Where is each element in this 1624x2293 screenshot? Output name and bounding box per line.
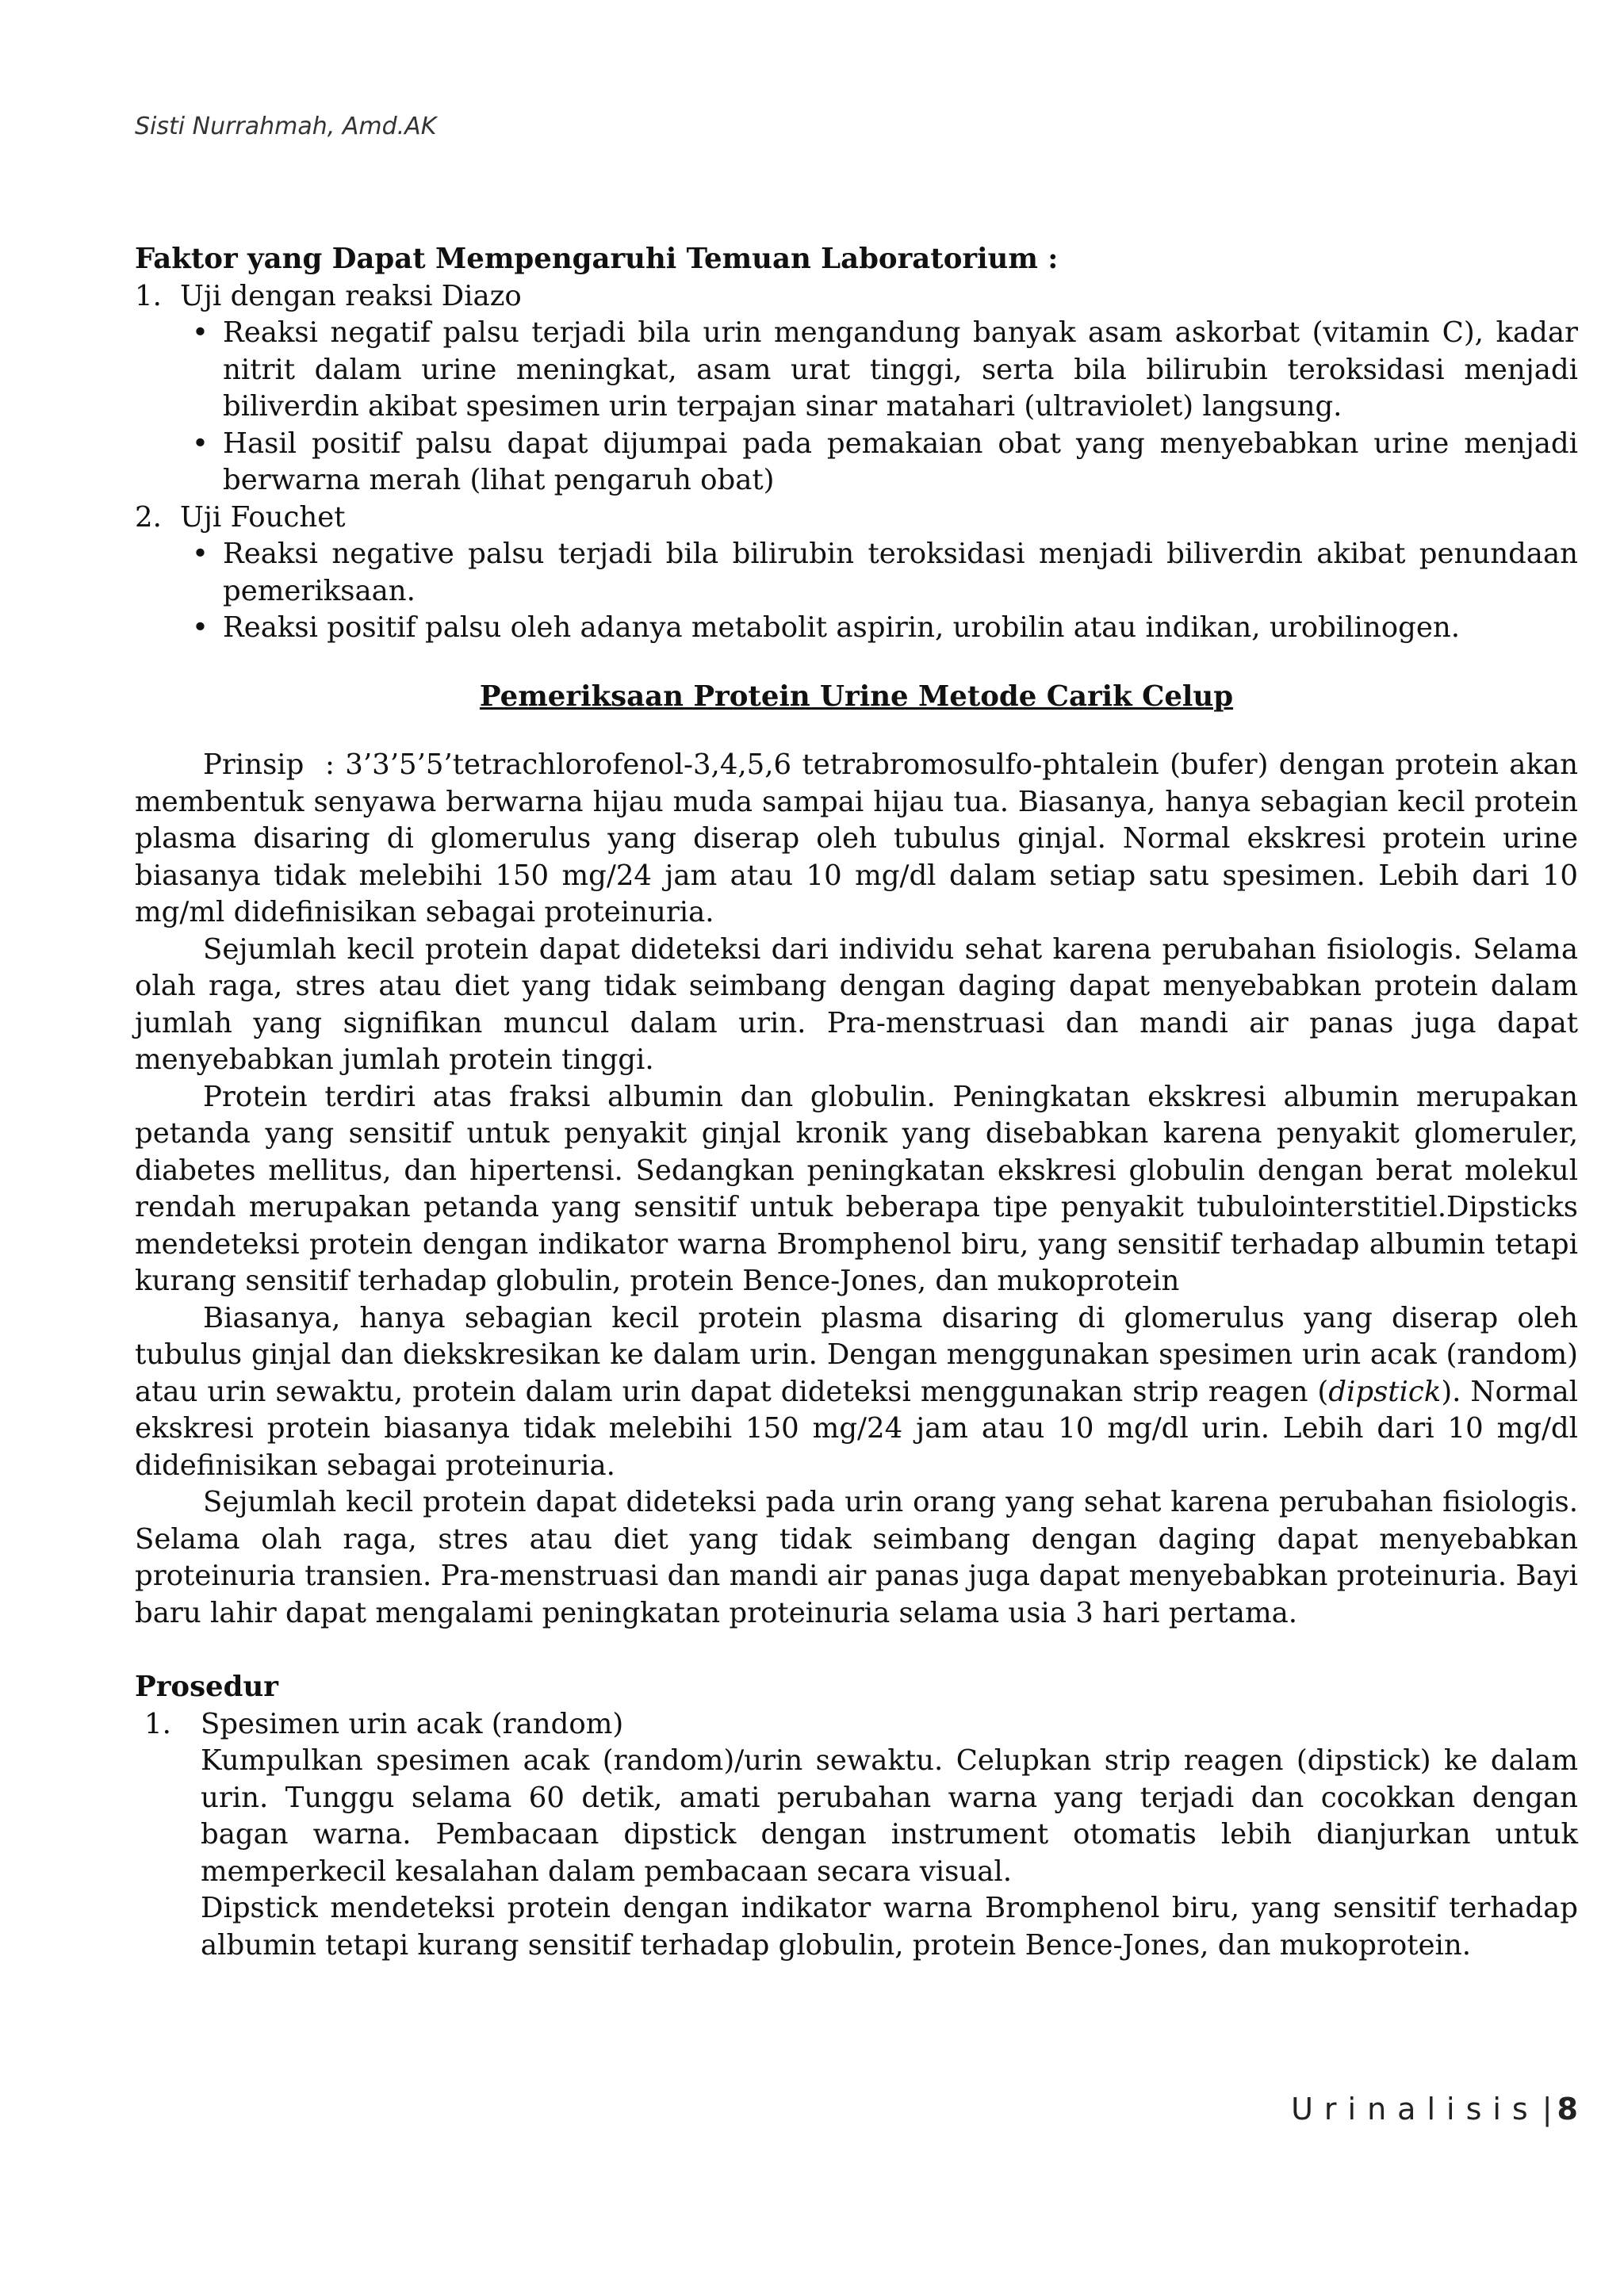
page-number: 8: [1557, 2092, 1578, 2126]
spacer: [135, 715, 1578, 747]
section-title: Pemeriksaan Protein Urine Metode Carik Celup: [479, 679, 1234, 713]
bullet-icon: •: [192, 611, 209, 644]
footer-title: Urinalisis: [1291, 2092, 1539, 2126]
page-content: [135, 241, 1578, 1964]
paragraph: Sejumlah kecil protein dapat dideteksi dari individu sehat karena perubahan fisiologis. Selama olah raga, stres atau diet yang tidak seimbang dengan daging dapat menyebabkan protein dalam jumlah yang signifikan muncul dalam urin. Pra-menstruasi dan mandi air panas juga dapat menyebabkan jumlah protein tinggi.: [135, 932, 1578, 1076]
italic-term: dipstick: [1328, 1375, 1442, 1408]
factor-item-title: Uji dengan reaksi Diazo: [180, 279, 522, 312]
procedure-paragraph: Dipstick mendeteksi protein dengan indikator warna Bromphenol biru, yang sensitif terhadap albumin tetapi kurang sensitif terhadap globulin, protein Bence-Jones, dan mukoprotein.: [201, 1892, 1578, 1962]
footer-separator: |: [1542, 2092, 1553, 2126]
factors-heading: Faktor yang Dapat Mempengaruhi Temuan Laboratorium :: [135, 243, 1059, 275]
procedure-heading: Prosedur: [135, 1671, 278, 1703]
paragraph: [135, 1300, 1578, 1485]
header-author: Sisti Nurrahmah, Amd.AK: [135, 113, 437, 140]
procedure-item-title: Spesimen urin acak (random): [201, 1707, 624, 1740]
bullet-item: [135, 315, 1578, 426]
procedure-item: [135, 1706, 1578, 1744]
bullet-item: [135, 610, 1578, 647]
bullet-text: Reaksi positif palsu oleh adanya metabolit aspirin, urobilin atau indikan, urobilinogen.: [223, 611, 1460, 644]
factor-item-diazo: [135, 278, 1578, 316]
bullet-text: Hasil positif palsu dapat dijumpai pada pemakaian obat yang menyebabkan urine menjadi berwarna merah (lihat pengaruh obat): [223, 427, 1578, 496]
paragraph: Protein terdiri atas fraksi albumin dan globulin. Peningkatan ekskresi albumin merupakan petanda yang sensitif untuk penyakit ginjal kronik yang disebabkan karena penyakit glomeruler, diabetes mellitus, dan hipertensi. Sedangkan peningkatan ekskresi globulin dengan berat molekul rendah merupakan petanda yang sensitif untuk beberapa tipe penyakit tubulointerstitiel.Dipsticks mendeteksi protein dengan indikator warna Bromphenol biru, yang sensitif terhadap albumin tetapi kurang sensitif terhadap globulin, protein Bence-Jones, dan mukoprotein: [135, 1080, 1578, 1297]
factor-item-title: Uji Fouchet: [180, 500, 346, 534]
bullet-icon: •: [192, 538, 209, 570]
bullet-icon: •: [192, 427, 209, 460]
list-number: 1.: [144, 1707, 171, 1740]
list-number: 1.: [135, 279, 162, 312]
list-number: 2.: [135, 500, 162, 534]
bullet-icon: •: [192, 316, 209, 349]
bullet-item: [135, 426, 1578, 500]
bullet-item: [135, 536, 1578, 610]
page-footer: [1291, 2092, 1578, 2126]
procedure-paragraph: Kumpulkan spesimen acak (random)/urin sewaktu. Celupkan strip reagen (dipstick) ke dalam urin. Tunggu selama 60 detik, amati perubahan warna yang terjadi dan cocokkan dengan bagan warna. Pembacaan dipstick dengan instrument otomatis lebih dianjurkan untuk memperkecil kesalahan dalam pembacaan secara visual.: [201, 1744, 1578, 1888]
paragraph-text: ). Normal ekskresi protein biasanya tidak melebihi 150 mg/24 jam atau 10 mg/dl urin. Lebih dari 10 mg/dl didefinisikan sebagai proteinuria.: [135, 1375, 1578, 1482]
paragraph-principle: Prinsip : 3’3’5’5’tetrachlorofenol-3,4,5,6 tetrabromosulfo-phtalein (bufer) dengan protein akan membentuk senyawa berwarna hijau muda sampai hijau tua. Biasanya, hanya sebagian kecil protein plasma disaring di glomerulus yang diserap oleh tubulus ginjal. Normal ekskresi protein urine biasanya tidak melebihi 150 mg/24 jam atau 10 mg/dl dalam setiap satu spesimen. Lebih dari 10 mg/ml didefinisikan sebagai proteinuria.: [135, 748, 1578, 928]
paragraph-text: Biasanya, hanya sebagian kecil protein plasma disaring di glomerulus yang diserap oleh tubulus ginjal dan diekskresikan ke dalam urin. Dengan menggunakan spesimen urin acak (random) atau urin sewaktu, protein dalam urin dapat dideteksi menggunakan strip reagen (: [135, 1301, 1578, 1408]
bullet-text: Reaksi negatif palsu terjadi bila urin mengandung banyak asam askorbat (vitamin C), kadar nitrit dalam urine meningkat, asam urat tinggi, serta bila bilirubin teroksidasi menjadi biliverdin akibat spesimen urin terpajan sinar matahari (ultraviolet) langsung.: [223, 316, 1578, 423]
paragraph: Sejumlah kecil protein dapat dideteksi pada urin orang yang sehat karena perubahan fisiologis. Selama olah raga, stres atau diet yang tidak seimbang dengan daging dapat menyebabkan proteinuria transien. Pra-menstruasi dan mandi air panas juga dapat menyebabkan proteinuria. Bayi baru lahir dapat mengalami peningkatan proteinuria selama usia 3 hari pertama.: [135, 1486, 1578, 1629]
factor-item-fouchet: [135, 500, 1578, 537]
bullet-text: Reaksi negative palsu terjadi bila bilirubin teroksidasi menjadi biliverdin akibat penundaan pemeriksaan.: [223, 538, 1578, 607]
